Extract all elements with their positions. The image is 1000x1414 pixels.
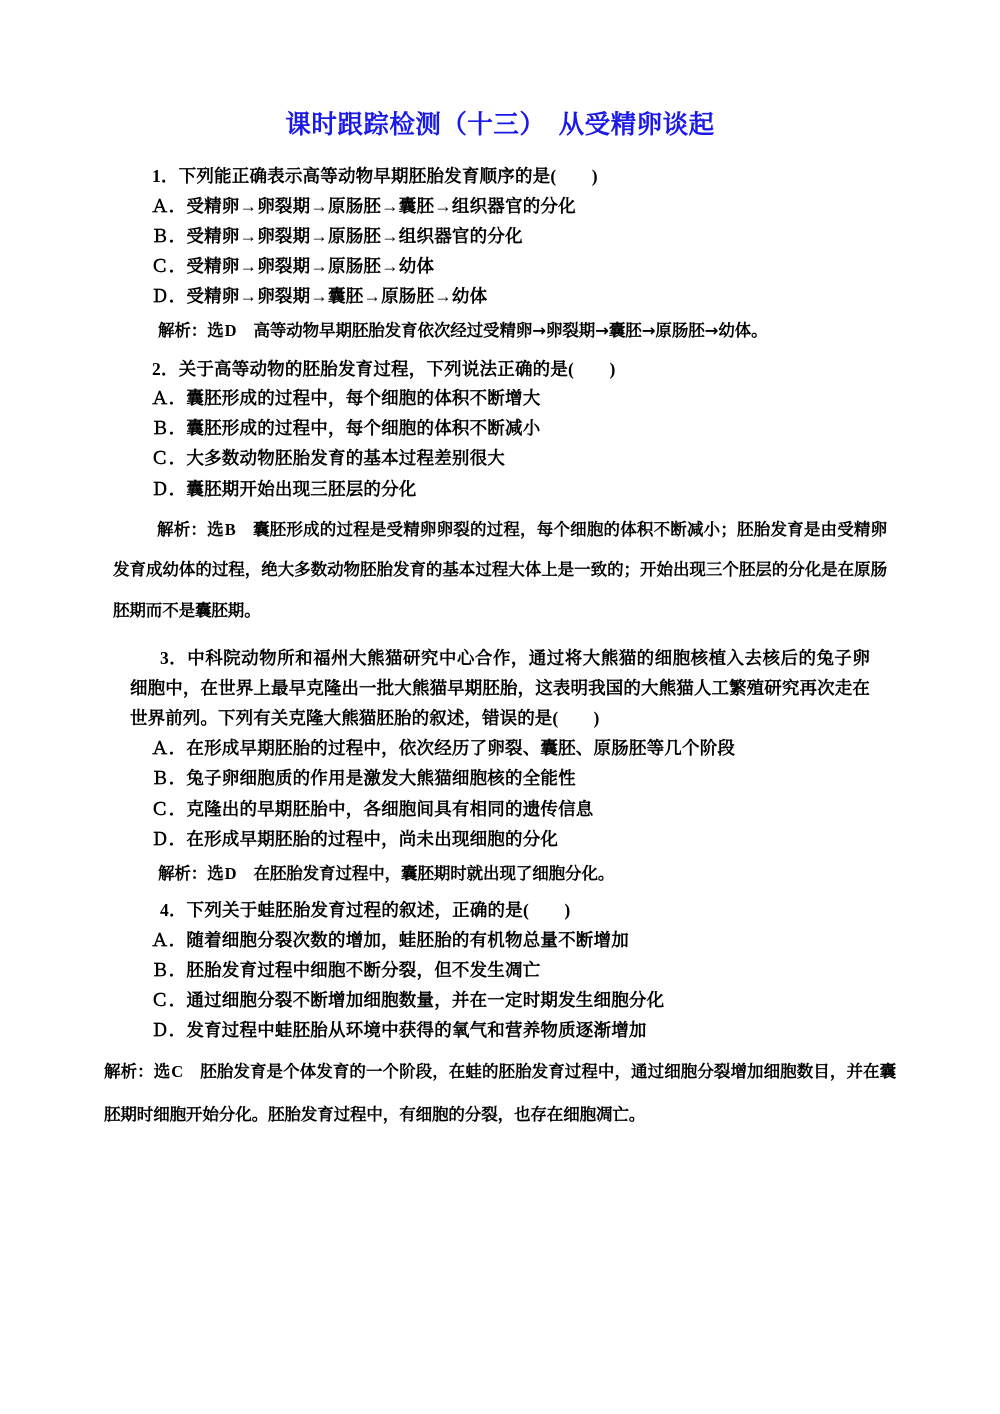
solution-label: 解析：选 [158, 863, 224, 883]
solution-answer: C [171, 1062, 184, 1082]
solution-block-2 [113, 510, 887, 631]
question-stem [130, 356, 870, 383]
question-block-2 [113, 356, 887, 631]
solution-text: 胚胎发育是个体发育的一个阶段，在蛙的胚胎发育过程中，通过细胞分裂增加细胞数目，并在囊胚期时细胞开始分化。胚胎发育过程中，有细胞的分裂，也存在细胞凋亡。 [104, 1062, 896, 1125]
solution-label: 解析：选 [157, 519, 224, 539]
solution-answer: B [224, 519, 236, 539]
question-option-c[interactable]: Ｃ．克隆出的早期胚胎中，各细胞间具有相同的遗传信息 [151, 798, 594, 819]
solution-block-1 [130, 317, 870, 345]
question-number: 4． [160, 900, 187, 921]
solution-text: 在胚胎发育过程中，囊胚期时就出现了细胞分化。 [253, 863, 615, 883]
solution-label: 解析：选 [158, 321, 224, 341]
question-number: 1． [152, 166, 179, 187]
question-block-3 [130, 643, 870, 888]
question-stem [130, 643, 870, 733]
question-block-1 [130, 163, 870, 345]
question-number: 2． [152, 358, 179, 379]
question-text: 中科院动物所和福州大熊猫研究中心合作，通过将大熊猫的细胞核植入去核后的兔子卵细胞中，在世界上最早克隆出一批大熊猫早期胚胎，这表明我国的大熊猫人工繁殖研究再次走在世界前列。下列有关克隆大熊猫胚胎的叙述，错误的是( ) [130, 647, 871, 729]
question-option-d[interactable]: Ｄ．在形成早期胚胎的过程中，尚未出现细胞的分化 [151, 828, 559, 849]
question-option-a[interactable]: Ａ．受精卵→卵裂期→原肠胚→囊胚→组织器官的分化 [151, 195, 576, 216]
question-number: 3． [160, 647, 188, 668]
solution-text: 高等动物早期胚胎发育依次经过受精卵→卵裂期→囊胚→原肠胚→幼体。 [253, 321, 768, 341]
question-option-b[interactable]: Ｂ．胚胎发育过程中细胞不断分裂，但不发生凋亡 [151, 959, 541, 980]
question-block-4 [104, 897, 896, 1137]
question-option-b[interactable]: Ｂ．兔子卵细胞质的作用是激发大熊猫细胞核的全能性 [151, 768, 576, 789]
question-option-a[interactable]: Ａ．在形成早期胚胎的过程中，依次经历了卵裂、囊胚、原肠胚等几个阶段 [151, 738, 736, 759]
solution-answer: D [224, 863, 237, 883]
question-option-b[interactable]: Ｂ．受精卵→卵裂期→原肠胚→组织器官的分化 [151, 225, 523, 246]
solution-block-4 [104, 1051, 896, 1137]
question-stem [130, 163, 870, 190]
question-option-c[interactable]: Ｃ．通过细胞分裂不断增加细胞数量，并在一定时期发生细胞分化 [151, 989, 665, 1010]
question-option-b[interactable]: Ｂ．囊胚形成的过程中，每个细胞的体积不断减小 [151, 418, 541, 439]
solution-text: 囊胚形成的过程是受精卵卵裂的过程，每个细胞的体积不断减小；胚胎发育是由受精卵发育成幼体的过程，绝大多数动物胚胎发育的基本过程大体上是一致的；开始出现三个胚层的分化是在原肠胚期而不是囊胚期。 [113, 519, 887, 620]
question-text: 关于高等动物的胚胎发育过程，下列说法正确的是( ) [178, 358, 616, 379]
question-option-d[interactable]: Ｄ．囊胚期开始出现三胚层的分化 [151, 478, 417, 499]
question-option-d[interactable]: Ｄ．受精卵→卵裂期→囊胚→原肠胚→幼体 [151, 286, 488, 307]
question-option-a[interactable]: Ａ．囊胚形成的过程中，每个细胞的体积不断增大 [151, 388, 541, 409]
solution-block-3 [130, 860, 870, 888]
page-title: 课时跟踪检测（十三） 从受精卵谈起 [285, 110, 715, 139]
question-option-c[interactable]: Ｃ．受精卵→卵裂期→原肠胚→幼体 [151, 255, 435, 276]
question-option-d[interactable]: Ｄ．发育过程中蛙胚胎从环境中获得的氧气和营养物质逐渐增加 [151, 1020, 647, 1041]
question-stem [130, 897, 870, 924]
question-option-a[interactable]: Ａ．随着细胞分裂次数的增加，蛙胚胎的有机物总量不断增加 [151, 929, 629, 950]
question-text: 下列能正确表示高等动物早期胚胎发育顺序的是( ) [178, 166, 598, 187]
solution-answer: D [224, 321, 237, 341]
question-option-c[interactable]: Ｃ．大多数动物胚胎发育的基本过程差别很大 [151, 448, 505, 469]
solution-label: 解析：选 [104, 1062, 171, 1082]
question-text: 下列关于蛙胚胎发育过程的叙述，正确的是( ) [186, 900, 571, 921]
